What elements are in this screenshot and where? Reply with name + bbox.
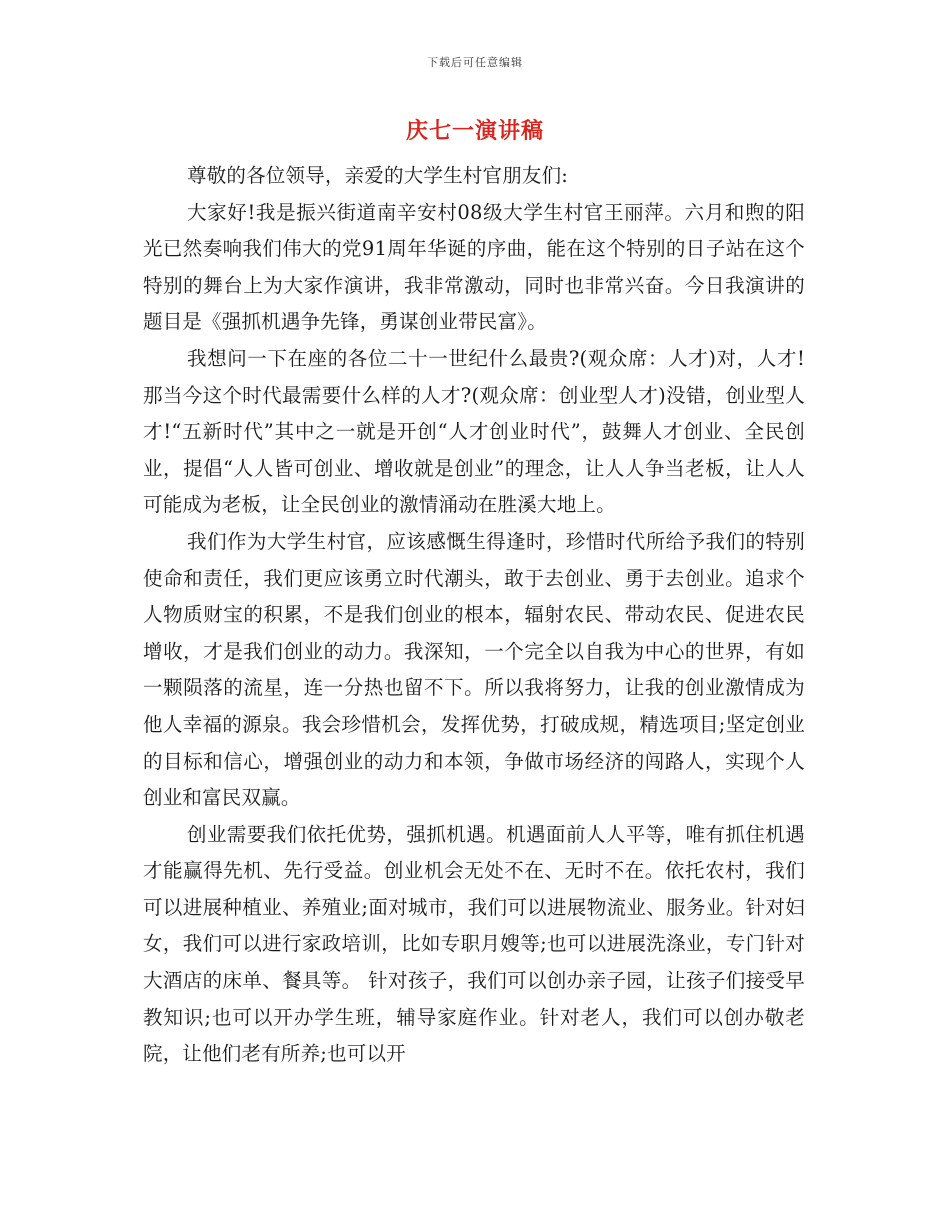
document-body [143,158,805,1073]
paragraph-mission: 我们作为大学生村官，应该感慨生得逢时，珍惜时代所给予我们的特别使命和责任，我们更应该勇立时代潮头，敢于去创业、勇于去创业。追求个人物质财宝的积累，不是我们创业的根本，辐射农民、带动农民、促进农民增收，才是我们创业的动力。我深知，一个完全以自我为中心的世界，有如一颗陨落的流星，连一分热也留不下。所以我将努力，让我的创业激情成为他人幸福的源泉。我会珍惜机会，发挥优势，打破成规，精选项目;坚定创业的目标和信心，增强创业的动力和本领，争做市场经济的闯路人，实现个人创业和富民双赢。 [143,529,805,810]
paragraph-opportunity: 创业需要我们依托优势，强抓机遇。机遇面前人人平等，唯有抓住机遇才能赢得先机、先行受益。创业机会无处不在、无时不在。依托农村，我们可以进展种植业、养殖业;面对城市，我们可以进展物流业、服务业。针对妇女，我们可以进行家政培训，比如专职月嫂等;也可以进展洗涤业，专门针对大酒店的床单、餐具等。 针对孩子，我们可以创办亲子园，让孩子们接受早教知识;也可以开办学生班，辅导家庭作业。针对老人，我们可以创办敬老院，让他们老有所养;也可以开 [143,822,805,1066]
page-header-note: 下载后可任意编辑 [427,56,523,69]
document-title: 庆七一演讲稿 [405,118,544,144]
paragraph-salutation: 尊敬的各位领导，亲爱的大学生村官朋友们: [187,164,569,187]
paragraph-question: 我想问一下在座的各位二十一世纪什么最贵?(观众席：人才)对，人才!那当今这个时代最需要什么样的人才?(观众席：创业型人才)没错，创业型人才!“五新时代”其中之一就是开创“人才创业时代”，鼓舞人才创业、全民创业，提倡“人人皆可创业、增收就是创业”的理念，让人人争当老板，让人人可能成为老板，让全民创业的激情涌动在胜溪大地上。 [143,346,805,517]
paragraph-greeting: 大家好!我是振兴街道南辛安村08级大学生村官王丽萍。六月和煦的阳光已然奏响我们伟大的党91周年华诞的序曲，能在这个特别的日子站在这个特别的舞台上为大家作演讲，我非常激动，同时也非常兴奋。今日我演讲的题目是《强抓机遇争先锋，勇谋创业带民富》。 [143,200,805,334]
